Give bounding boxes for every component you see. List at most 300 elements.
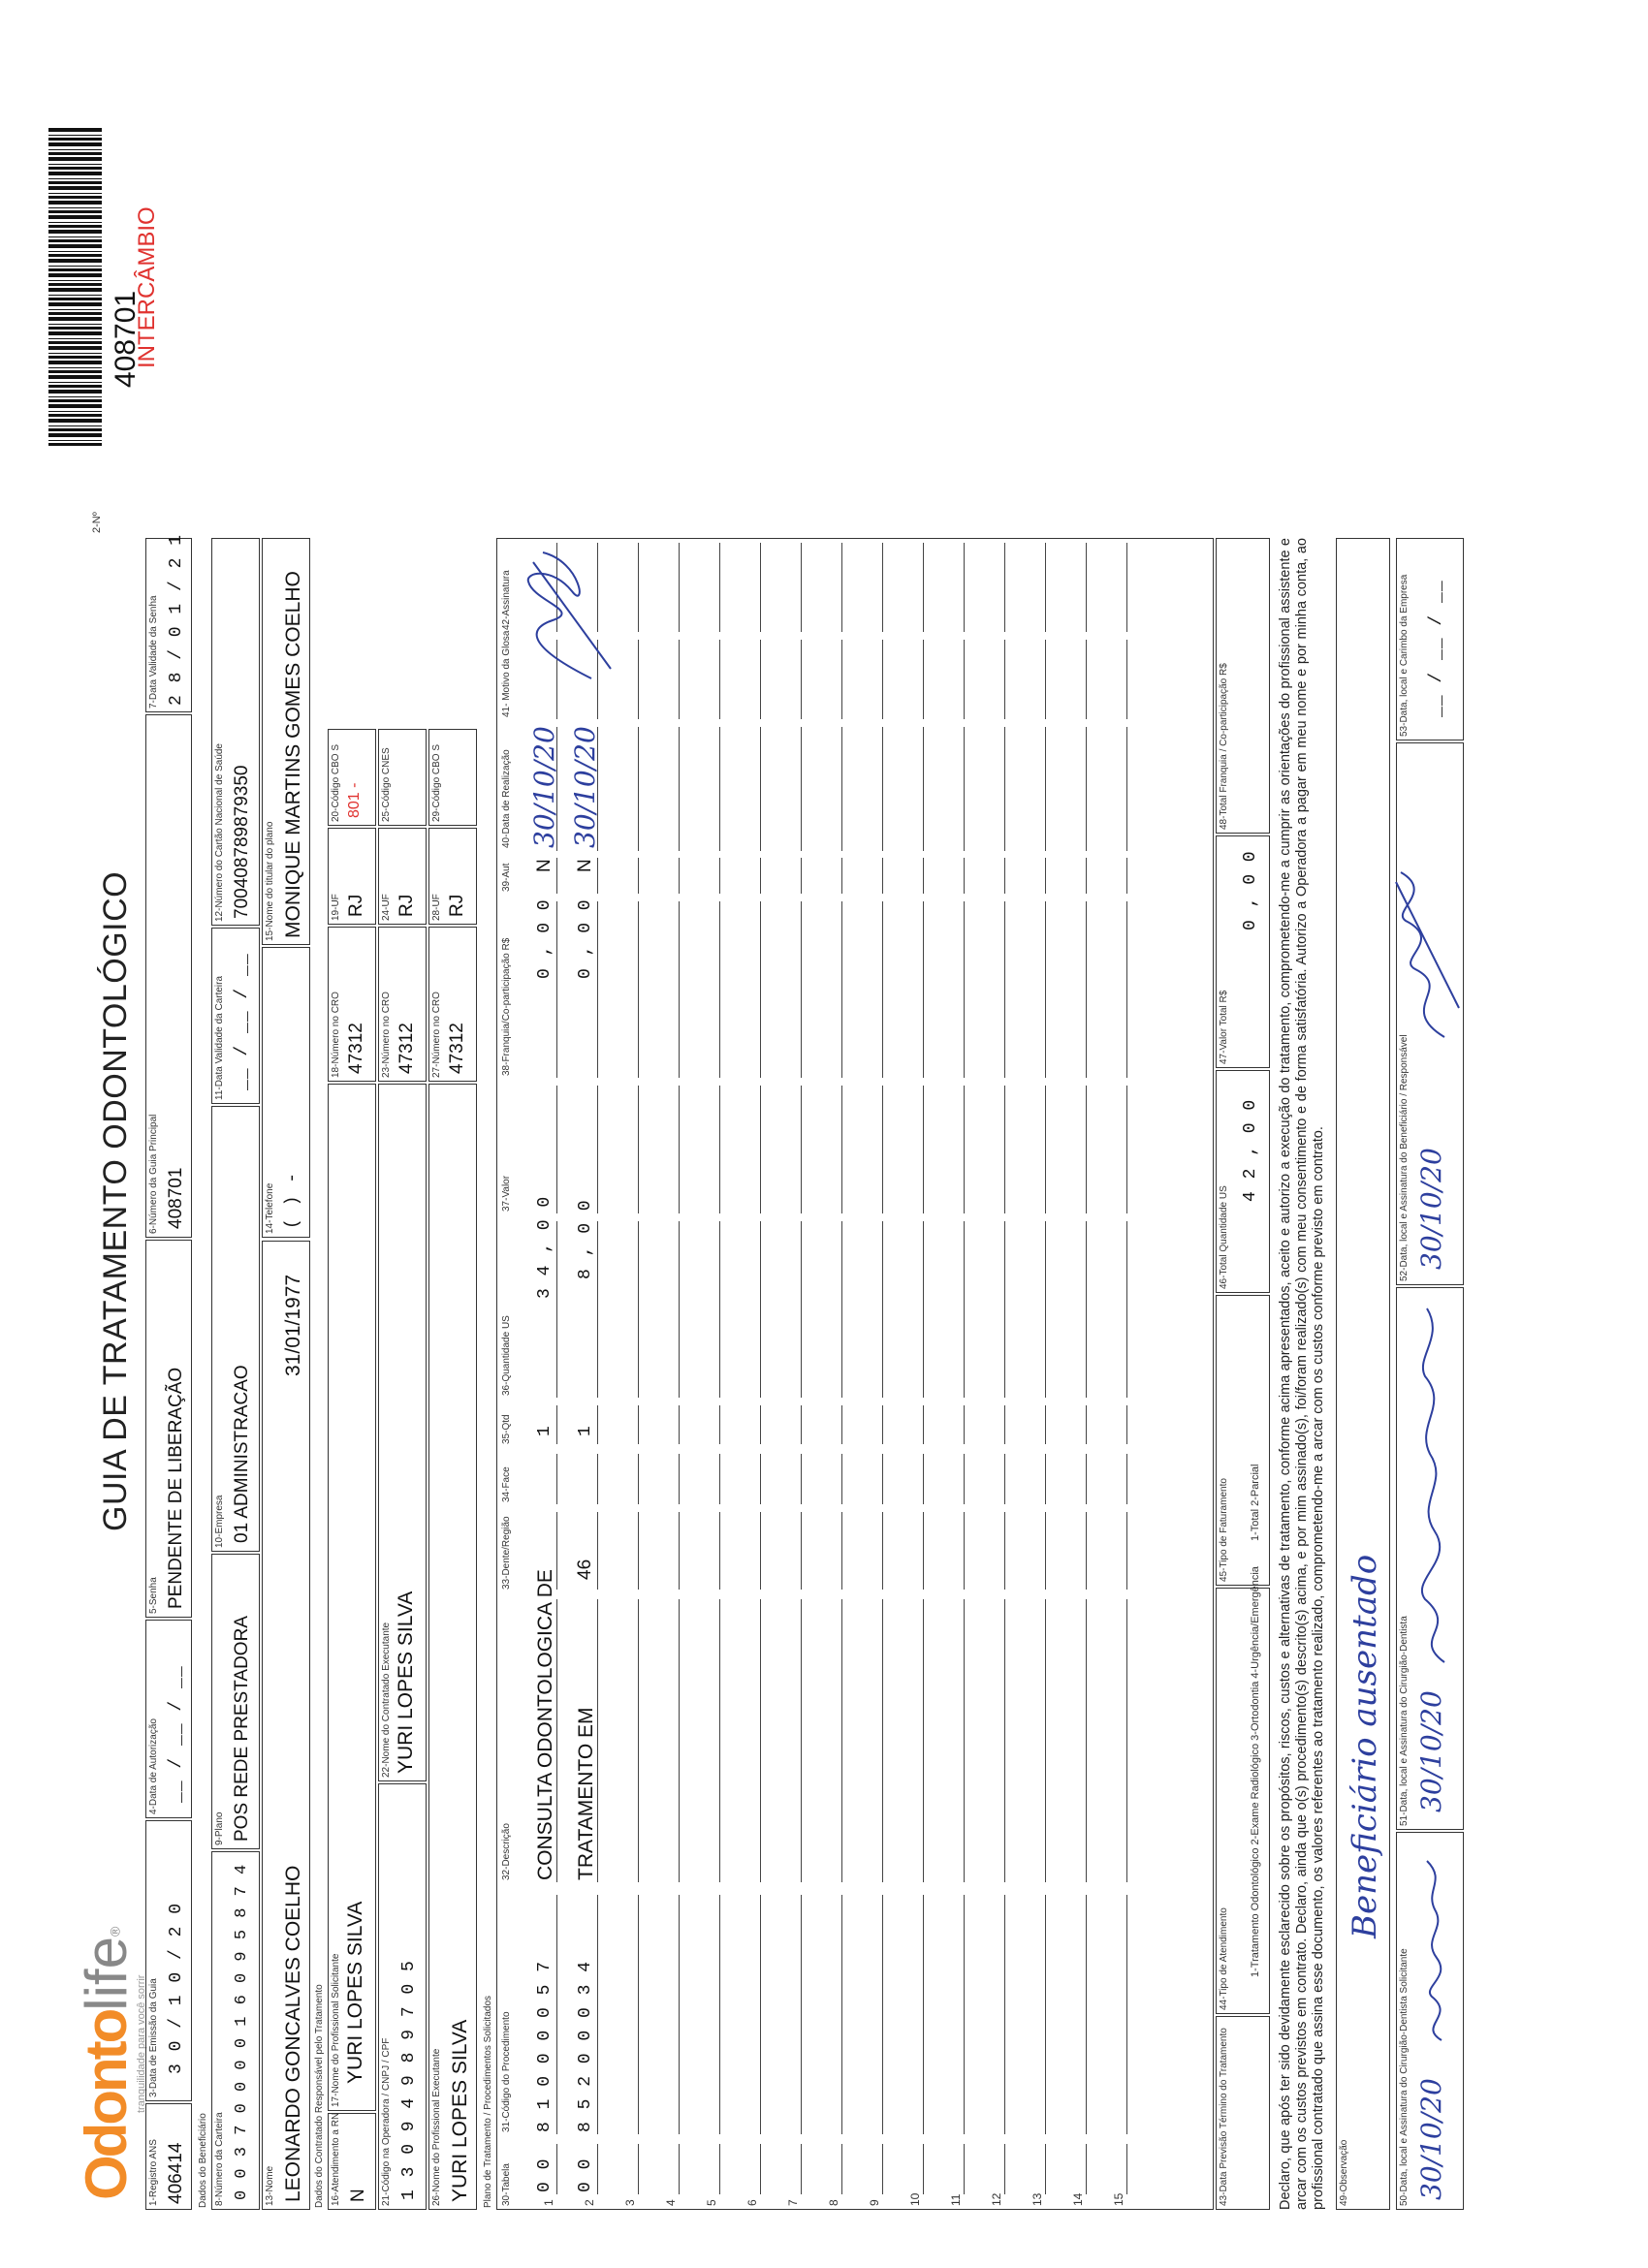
row-underline <box>882 640 883 719</box>
row-underline <box>1126 543 1127 632</box>
row-underline <box>1126 1895 1127 2134</box>
row-underline <box>556 901 557 1078</box>
row-underline <box>841 1221 842 1398</box>
row-underline <box>923 2144 924 2194</box>
row-us[interactable]: 8 , 0 0 <box>576 1199 595 1279</box>
label-observacao: 49-Observação <box>1339 2139 1349 2206</box>
row-underline <box>719 1086 720 1213</box>
label-nome: 13-Nome <box>265 2165 275 2206</box>
label-cbo3: 29-Código CBO S <box>431 743 442 822</box>
row-underline <box>760 1405 761 1444</box>
row-underline <box>1086 543 1087 632</box>
row-underline <box>964 1895 965 2134</box>
row-underline <box>597 1405 598 1444</box>
value-valor-total[interactable]: 0 , 0 0 <box>1241 850 1260 930</box>
row-underline <box>1045 543 1046 632</box>
row-underline <box>556 1895 557 2134</box>
th-valor: 37-Valor <box>501 1175 512 1212</box>
row-underline <box>801 1221 802 1398</box>
row-aut[interactable]: N <box>534 859 555 872</box>
row-underline <box>679 1895 680 2134</box>
label-validade-carteira: 11-Data Validade da Carteira <box>214 975 225 1100</box>
row-underline <box>1126 1454 1127 1504</box>
row-underline <box>760 1599 761 1882</box>
row-underline <box>801 1895 802 2134</box>
row-underline <box>1086 640 1087 719</box>
row-underline <box>841 1454 842 1504</box>
guide-number: 408701 <box>110 290 142 388</box>
row-underline <box>923 640 924 719</box>
row-underline <box>638 543 639 632</box>
row-underline <box>1045 2144 1046 2194</box>
label-operadora: 21-Código na Operadora / CNPJ / CPF <box>381 2037 392 2206</box>
row-underline <box>597 1895 598 2134</box>
row-dente[interactable]: 46 <box>575 1559 595 1580</box>
row-underline <box>719 1454 720 1504</box>
row-underline <box>801 2144 802 2194</box>
value-data-autorizacao[interactable]: __ / __ / __ <box>167 1665 186 1803</box>
row-underline <box>719 1512 720 1590</box>
row-underline <box>1045 1512 1046 1590</box>
row-underline <box>882 1405 883 1444</box>
row-underline <box>964 640 965 719</box>
row-underline <box>964 901 965 1078</box>
row-underline <box>679 543 680 632</box>
th-dente: 33-Dente/Região <box>501 1516 512 1590</box>
label-uf2: 24-UF <box>381 894 392 921</box>
row-number: 5 <box>705 2199 718 2206</box>
row-underline <box>964 543 965 632</box>
value-rn[interactable]: N <box>348 2189 368 2202</box>
th-codigo: 31-Código do Procedimento <box>501 2011 512 2132</box>
row-underline <box>638 727 639 851</box>
row-data[interactable]: 30/10/20 <box>569 726 601 848</box>
barcode <box>48 126 102 446</box>
row-underline <box>597 1512 598 1590</box>
guide-number-label: 2-Nº <box>91 512 103 533</box>
row-underline <box>638 901 639 1078</box>
row-underline <box>719 1405 720 1444</box>
signature-solicitante-mark <box>1408 1851 1461 2045</box>
row-underline <box>964 1512 965 1590</box>
row-underline <box>1004 901 1005 1078</box>
row-underline <box>719 858 720 894</box>
section-plano: Plano de Tratamento / Procedimentos Solicitados <box>483 1995 493 2208</box>
row-underline <box>1086 1512 1087 1590</box>
label-solicitante: 17-Nome do Profissional Solicitante <box>331 1953 341 2107</box>
row-underline <box>556 1512 557 1590</box>
label-titular: 15-Nome do titular do plano <box>265 821 275 941</box>
row-underline <box>638 1405 639 1444</box>
row-underline <box>760 1454 761 1504</box>
row-underline <box>964 2144 965 2194</box>
row-underline <box>1004 1454 1005 1504</box>
row-underline <box>760 1086 761 1213</box>
value-data-emissao[interactable]: 3 0 / 1 0 / 2 0 <box>167 1902 186 2074</box>
row-underline <box>760 640 761 719</box>
row-underline <box>556 858 557 894</box>
label-signature-dentista: 51-Data, local e Assinatura do Cirurgião-Dentista <box>1399 1616 1410 1826</box>
label-cnes: 25-Código CNES <box>381 747 392 822</box>
th-qtd: 35-Qtd <box>501 1414 512 1444</box>
row-underline <box>923 1405 924 1444</box>
row-number: 12 <box>990 2192 1003 2206</box>
row-underline <box>964 1454 965 1504</box>
value-cro3[interactable]: 47312 <box>447 1023 467 1074</box>
row-underline <box>597 858 598 894</box>
row-underline <box>679 1599 680 1882</box>
row-underline <box>882 543 883 632</box>
row-underline <box>760 858 761 894</box>
row-underline <box>1045 1895 1046 2134</box>
value-plano[interactable]: POS REDE PRESTADORA <box>232 1616 252 1842</box>
row-underline <box>923 727 924 851</box>
row-underline <box>841 543 842 632</box>
value-cbo[interactable]: 801 - <box>346 782 363 818</box>
row-underline <box>760 727 761 851</box>
row-underline <box>1126 1221 1127 1398</box>
th-data: 40-Data de Realização <box>501 749 512 848</box>
row-underline <box>882 1895 883 2134</box>
label-empresa: 10-Empresa <box>214 1495 225 1548</box>
value-uf2[interactable]: RJ <box>396 894 417 917</box>
row-underline <box>882 727 883 851</box>
row-underline <box>1004 1405 1005 1444</box>
row-codigo[interactable]: 8 1 0 0 0 0 5 7 <box>535 1960 555 2132</box>
row-underline <box>1086 1454 1087 1504</box>
row-underline <box>719 901 720 1078</box>
row-qtd[interactable]: 1 <box>576 1425 595 1436</box>
row-underline <box>1045 1405 1046 1444</box>
label-registro-ans: 1-Registro ANS <box>148 2139 159 2206</box>
row-underline <box>597 727 598 851</box>
row-underline <box>1045 1221 1046 1398</box>
row-underline <box>801 1086 802 1213</box>
row-underline <box>923 543 924 632</box>
value-carteira[interactable]: 0 0 3 7 0 0 0 0 1 6 0 9 5 8 7 4 <box>233 1863 251 2200</box>
row-underline <box>801 1599 802 1882</box>
row-number: 9 <box>868 2199 881 2206</box>
label-cbo: 20-Código CBO S <box>331 743 341 822</box>
label-tipo-faturamento: 45-Tipo de Faturamento <box>1219 1478 1229 1582</box>
row-underline <box>1126 2144 1127 2194</box>
value-operadora[interactable]: 1 3 0 9 4 9 8 9 7 0 5 <box>399 1960 419 2200</box>
row-number: 13 <box>1030 2192 1044 2206</box>
row-underline <box>1126 1512 1127 1590</box>
signature-beneficiario-mark <box>1386 853 1464 1047</box>
row-number: 8 <box>827 2199 840 2206</box>
tipo-faturamento-options[interactable]: 1-Total 2-Parcial <box>1250 1464 1261 1541</box>
row-number: 1 <box>542 2199 555 2206</box>
th-us: 36-Quantidade US <box>501 1315 512 1396</box>
value-nascimento: 31/01/1977 <box>282 1274 304 1376</box>
value-cro[interactable]: 47312 <box>346 1023 366 1074</box>
row-underline <box>760 2144 761 2194</box>
row-underline <box>597 1599 598 1882</box>
row-underline <box>882 1599 883 1882</box>
tipo-atendimento-options[interactable]: 1-Tratamento Odontológico 2-Exame Radiológico 3-Ortodontia 4-Urgência/Emergência <box>1250 1566 1261 1977</box>
row-underline <box>801 727 802 851</box>
row-underline <box>1126 727 1127 851</box>
label-valor-total: 47-Valor Total R$ <box>1219 990 1229 1064</box>
row-underline <box>841 1086 842 1213</box>
row-us[interactable]: 3 4 , 0 0 <box>535 1195 555 1299</box>
row-underline <box>1086 858 1087 894</box>
value-executante[interactable]: YURI LOPES SILVA <box>395 1591 417 1774</box>
row-underline <box>841 1512 842 1590</box>
row-underline <box>1045 858 1046 894</box>
row-underline <box>841 727 842 851</box>
row-underline <box>679 1454 680 1504</box>
row-codigo[interactable]: 8 5 2 0 0 0 3 4 <box>576 1960 595 2132</box>
row-underline <box>1045 901 1046 1078</box>
value-titular[interactable]: MONIQUE MARTINS GOMES COELHO <box>282 571 304 938</box>
row-underline <box>882 2144 883 2194</box>
row-underline <box>679 901 680 1078</box>
row-underline <box>1126 1405 1127 1444</box>
logo-odonto: Odonto <box>74 2010 139 2200</box>
row-underline <box>1045 640 1046 719</box>
label-previsao-termino: 43-Data Previsão Término do Tratamento <box>1219 2028 1229 2206</box>
th-face: 34-Face <box>501 1466 512 1502</box>
row-underline <box>1004 1086 1005 1213</box>
row-underline <box>801 1405 802 1444</box>
row-number: 4 <box>664 2199 678 2206</box>
row-underline <box>923 1086 924 1213</box>
row-underline <box>841 2144 842 2194</box>
row-underline <box>923 1512 924 1590</box>
row-number: 10 <box>908 2192 922 2206</box>
label-executante: 22-Nome do Contratado Executante <box>381 1622 392 1778</box>
row-underline <box>1004 2144 1005 2194</box>
label-validade-senha: 7-Data Validade da Senha <box>148 595 159 709</box>
row-underline <box>1086 901 1087 1078</box>
value-telefone[interactable]: ( ) - <box>283 1171 302 1229</box>
value-cns[interactable]: 700408789879350 <box>232 765 252 919</box>
label-uf3: 28-UF <box>431 894 442 921</box>
row-number: 14 <box>1071 2192 1085 2206</box>
row-underline <box>638 1512 639 1590</box>
label-total-us: 46-Total Quantidade US <box>1219 1185 1229 1289</box>
procedure-signature <box>514 543 630 688</box>
value-prof-executante[interactable]: YURI LOPES SILVA <box>449 2019 471 2202</box>
row-underline <box>841 901 842 1078</box>
th-aut: 39-Aut <box>501 863 512 892</box>
value-validade-senha[interactable]: 2 8 / 0 1 / 2 1 <box>167 533 186 706</box>
value-nome[interactable]: LEONARDO GONCALVES COELHO <box>282 1865 304 2202</box>
signature-empresa-date[interactable]: __ / __ / __ <box>1427 580 1446 717</box>
label-tipo-atendimento: 44-Tipo de Atendimento <box>1219 1907 1229 2010</box>
value-senha[interactable]: PENDENTE DE LIBERAÇÃO <box>166 1367 186 1609</box>
procedures-table <box>496 538 1214 2210</box>
row-qtd[interactable]: 1 <box>535 1425 555 1436</box>
label-telefone: 14-Telefone <box>265 1182 275 1234</box>
field-observacao <box>1336 538 1390 2210</box>
value-guia-principal[interactable]: 408701 <box>166 1167 186 1229</box>
value-solicitante[interactable]: YURI LOPES SILVA <box>344 1901 366 2084</box>
row-underline <box>679 1512 680 1590</box>
row-number: 6 <box>745 2199 759 2206</box>
row-underline <box>801 1454 802 1504</box>
row-underline <box>638 2144 639 2194</box>
label-cro: 18-Número no CRO <box>331 992 341 1078</box>
row-underline <box>556 1086 557 1213</box>
logo-tagline: tranquilidade para você sorrir <box>136 1974 147 2113</box>
row-number: 15 <box>1112 2192 1125 2206</box>
row-underline <box>679 2144 680 2194</box>
row-underline <box>679 858 680 894</box>
label-signature-solicitante: 50-Data, local e Assinatura do Cirurgião-Dentista Solicitante <box>1399 1948 1410 2206</box>
declaration-text: Declaro, que após ter sido devidamente esclarecido sobre os propósitos, riscos, custos e alternativas de tratamento, conforme acima apresentados, aceito e autorizo a execução do tratamento, comprometendo-me a cumprir as orientações do profissional assistente e arcar com os custos previstos em contrato. Declaro, ainda que o(s) procedimento(s) descrito(s) acima, e por mim assinado(s), foi/foram realizado(s) com meu consentimento e de forma satisfatória. Autorizo a Operadora a pagar em meu nome e por minha conta, ao profissional contratado que assina esse documento, os valores referentes ao tratamento realizado, comprometendo-me a arcar com os custos conforme previsto em contrato. <box>1278 538 1326 2210</box>
row-underline <box>1004 1895 1005 2134</box>
row-underline <box>597 1221 598 1398</box>
row-underline <box>1086 1895 1087 2134</box>
row-underline <box>923 1221 924 1398</box>
row-underline <box>1126 858 1127 894</box>
value-empresa[interactable]: 01 ADMINISTRACAO <box>232 1365 252 1543</box>
row-underline <box>556 1599 557 1882</box>
row-underline <box>841 1895 842 2134</box>
value-uf3[interactable]: RJ <box>447 894 467 917</box>
row-underline <box>556 1454 557 1504</box>
row-underline <box>556 1405 557 1444</box>
row-underline <box>1086 1221 1087 1398</box>
row-underline <box>964 1221 965 1398</box>
row-number: 3 <box>623 2199 637 2206</box>
row-underline <box>719 1895 720 2134</box>
intercambio-label: INTERCÂMBIO <box>134 206 160 368</box>
row-underline <box>923 1454 924 1504</box>
row-tabela[interactable]: 0 0 <box>576 2158 595 2192</box>
row-underline <box>638 1599 639 1882</box>
row-underline <box>1045 1086 1046 1213</box>
row-underline <box>638 1221 639 1398</box>
value-validade-carteira[interactable]: __ / __ / __ <box>233 953 252 1090</box>
row-underline <box>841 1599 842 1882</box>
row-underline <box>638 858 639 894</box>
row-underline <box>964 858 965 894</box>
signature-dentista-mark <box>1406 1299 1462 1667</box>
row-underline <box>760 1221 761 1398</box>
row-underline <box>1045 1454 1046 1504</box>
row-underline <box>679 1086 680 1213</box>
label-guia-principal: 6-Número da Guia Principal <box>148 1114 159 1234</box>
row-underline <box>679 1221 680 1398</box>
row-underline <box>1004 1221 1005 1398</box>
row-underline <box>1045 1599 1046 1882</box>
value-registro-ans: 406414 <box>166 2142 186 2204</box>
row-number: 7 <box>786 2199 800 2206</box>
row-underline <box>882 901 883 1078</box>
signature-dentista-date[interactable]: 30/10/20 <box>1415 1690 1447 1812</box>
row-underline <box>1126 640 1127 719</box>
row-underline <box>556 2144 557 2194</box>
row-descricao[interactable]: TRATAMENTO EM <box>575 1707 597 1880</box>
row-underline <box>760 1895 761 2134</box>
row-tabela[interactable]: 0 0 <box>535 2158 555 2192</box>
row-underline <box>556 1221 557 1398</box>
row-underline <box>719 640 720 719</box>
value-observacao[interactable]: Beneficiário ausentado <box>1346 1554 1384 1938</box>
row-underline <box>1004 640 1005 719</box>
row-underline <box>882 1454 883 1504</box>
row-franquia[interactable]: 0 , 0 0 <box>535 898 555 979</box>
row-underline <box>760 543 761 632</box>
row-underline <box>638 640 639 719</box>
section-beneficiario: Dados do Beneficiário <box>198 2113 208 2208</box>
th-glosa: 41- Motivo da Glosa <box>501 630 512 717</box>
row-underline <box>801 1512 802 1590</box>
row-underline <box>1045 727 1046 851</box>
label-plano: 9-Plano <box>214 1811 225 1845</box>
row-underline <box>1004 858 1005 894</box>
value-uf[interactable]: RJ <box>346 894 366 917</box>
row-underline <box>1126 1599 1127 1882</box>
th-assinatura: 42-Assinatura <box>501 570 512 630</box>
row-aut[interactable]: N <box>575 859 595 872</box>
row-underline <box>882 1086 883 1213</box>
label-cro2: 23-Número no CRO <box>381 992 392 1078</box>
row-underline <box>1086 2144 1087 2194</box>
signature-beneficiario-date[interactable]: 30/10/20 <box>1415 1148 1447 1270</box>
logo <box>73 1927 147 2200</box>
th-tabela: 30-Tabela <box>501 2163 512 2206</box>
row-underline <box>719 2144 720 2194</box>
row-underline <box>923 858 924 894</box>
row-descricao[interactable]: CONSULTA ODONTOLOGICA DE <box>534 1569 556 1880</box>
row-underline <box>1004 543 1005 632</box>
row-underline <box>638 1454 639 1504</box>
section-contratado: Dados do Contratado Responsável pelo Tratamento <box>314 1984 325 2208</box>
row-underline <box>801 640 802 719</box>
row-underline <box>719 1221 720 1398</box>
row-underline <box>679 727 680 851</box>
th-descricao: 32-Descrição <box>501 1823 512 1880</box>
row-underline <box>1086 1086 1087 1213</box>
row-underline <box>679 1405 680 1444</box>
label-uf: 19-UF <box>331 894 341 921</box>
row-underline <box>801 543 802 632</box>
row-underline <box>1086 1599 1087 1882</box>
row-underline <box>597 901 598 1078</box>
row-underline <box>882 1512 883 1590</box>
value-total-us[interactable]: 4 2 , 0 0 <box>1241 1098 1260 1202</box>
label-prof-executante: 26-Nome do Profissional Executante <box>431 2048 442 2206</box>
label-data-autorizacao: 4-Data de Autorização <box>148 1718 159 1814</box>
signature-solicitante-date[interactable]: 30/10/20 <box>1415 2078 1447 2200</box>
row-underline <box>841 640 842 719</box>
row-underline <box>1004 1599 1005 1882</box>
row-underline <box>1126 901 1127 1078</box>
label-signature-empresa: 53-Data, local e Carimbo da Empresa <box>1399 574 1410 737</box>
label-cns: 12-Número do Cartão Nacional de Saúde <box>214 743 225 922</box>
row-underline <box>638 1895 639 2134</box>
row-underline <box>841 858 842 894</box>
row-underline <box>801 901 802 1078</box>
row-underline <box>923 1895 924 2134</box>
value-cro2[interactable]: 47312 <box>396 1023 417 1074</box>
row-underline <box>964 1599 965 1882</box>
row-underline <box>882 858 883 894</box>
row-underline <box>556 727 557 851</box>
row-underline <box>801 858 802 894</box>
row-underline <box>760 1512 761 1590</box>
label-carteira: 8-Número da Carteira <box>214 2112 225 2206</box>
row-data[interactable]: 30/10/20 <box>528 726 560 848</box>
row-franquia[interactable]: 0 , 0 0 <box>576 898 595 979</box>
row-underline <box>597 2144 598 2194</box>
label-signature-beneficiario: 52-Data, local e Assinatura do Beneficiário / Responsável <box>1399 1034 1410 1281</box>
